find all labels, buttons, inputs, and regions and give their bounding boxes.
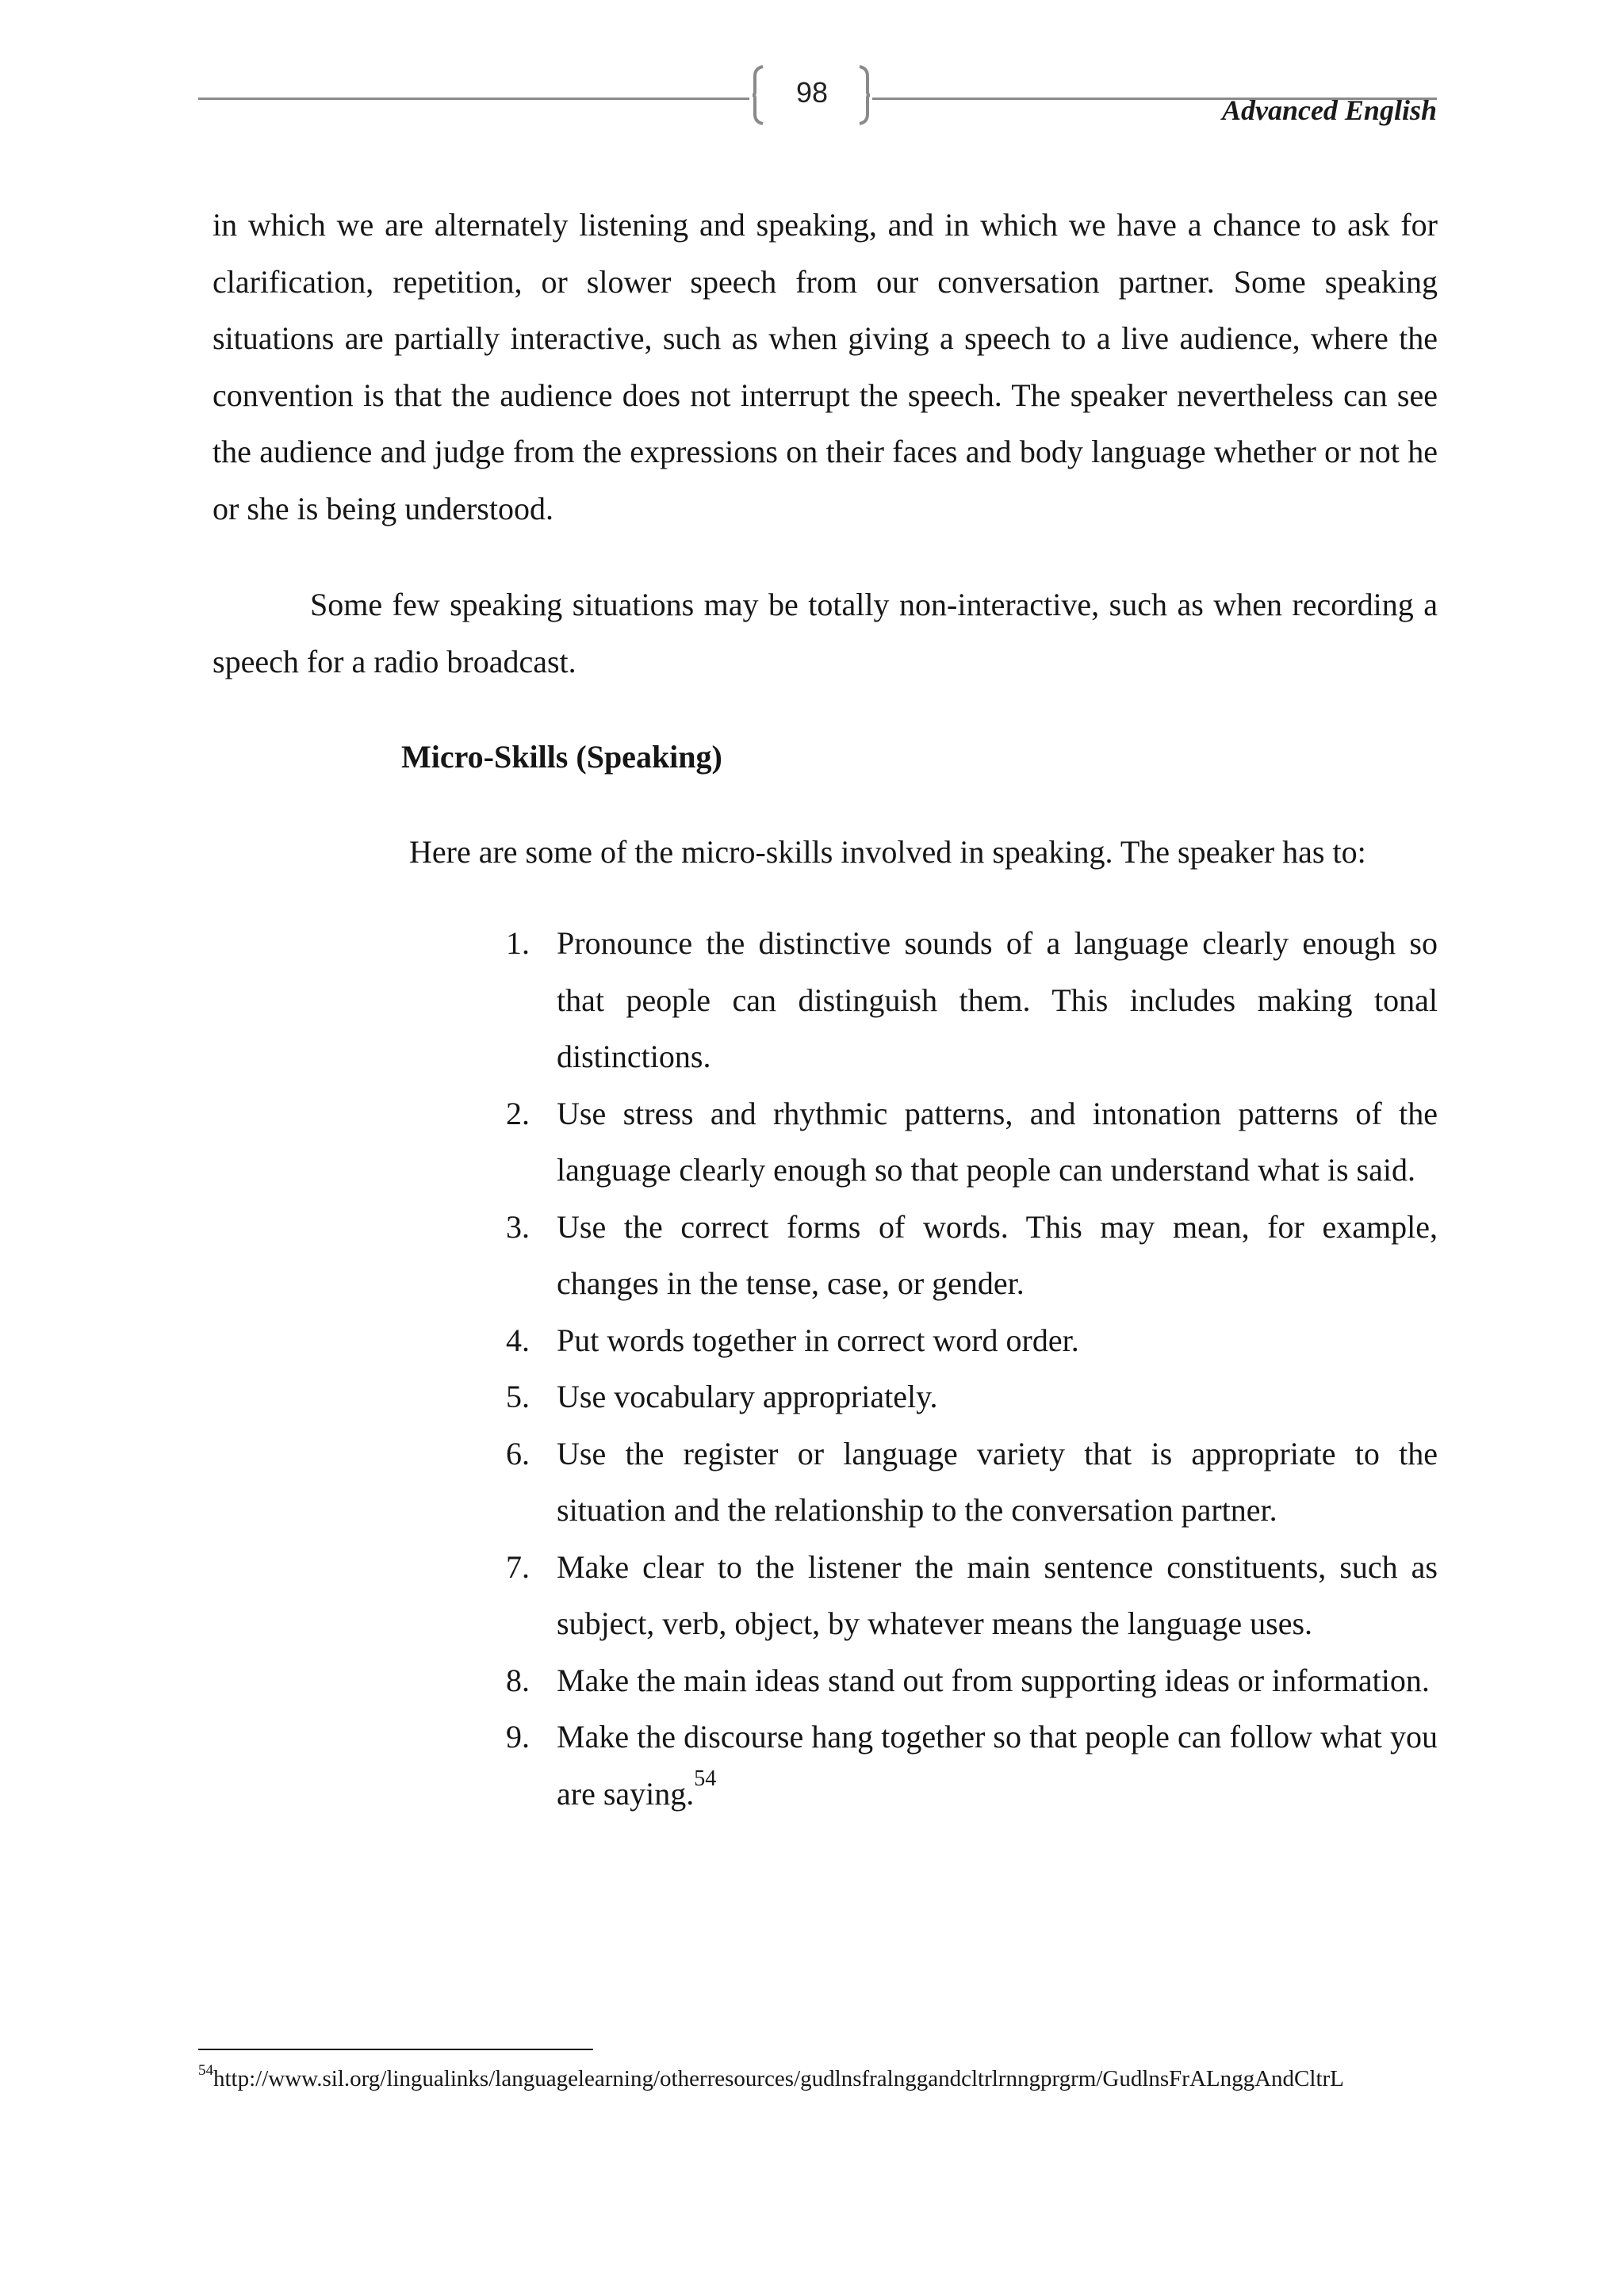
running-title: Advanced English	[1221, 94, 1437, 126]
list-item	[506, 1652, 1438, 1709]
list-item-number: 4.	[506, 1322, 530, 1358]
list-item-number: 9.	[506, 1719, 530, 1755]
footnote-reference: 54	[694, 1766, 717, 1791]
list-item-text: Make the main ideas stand out from supporting ideas or information.	[557, 1662, 1430, 1698]
list-item-number: 2.	[506, 1095, 530, 1131]
list-item-number: 7.	[506, 1548, 530, 1585]
footnote-separator	[198, 2049, 593, 2050]
footnote-marker: 54	[198, 2062, 213, 2079]
list-item-number: 8.	[506, 1662, 530, 1698]
list-intro: Here are some of the micro-skills involved in speaking. The speaker has to:	[409, 834, 1366, 870]
header-rule-left	[198, 98, 749, 100]
list-item-text: Use the correct forms of words. This may mean, for example, changes in the tense, case, or gender.	[557, 1208, 1438, 1301]
list-item-number: 5.	[506, 1379, 530, 1414]
body-paragraph-1: in which we are alternately listening and speaking, and in which we have a chance to ask for clarification, repetition, or slower speech from our conversation partner. Some speaking situations are partially interactive, such as when giving a speech to a live audience, where the convention is that the audience does not interrupt the speech. The speaker nevertheless can see the audience and judge from the expressions on their faces and body language whether or not he or she is being understood.	[213, 207, 1438, 526]
list-item-number: 6.	[506, 1435, 530, 1471]
page-number: 98	[795, 76, 829, 109]
footnote	[198, 2063, 1344, 2095]
list-item	[506, 1368, 1438, 1425]
micro-skills-list	[0, 915, 1624, 1822]
body-paragraph-2: Some few speaking situations may be totally non-interactive, such as when recording a speech for a radio broadcast.	[213, 587, 1438, 679]
list-item-text: Pronounce the distinctive sounds of a language clearly enough so that people can distinguish them. This includes making tonal distinctions.	[557, 925, 1438, 1074]
list-item-text: Use stress and rhythmic patterns, and intonation patterns of the language clearly enough so that people can understand what is said.	[557, 1095, 1438, 1188]
list-item-number: 3.	[506, 1208, 530, 1245]
list-item-text: Make the discourse hang together so that people can follow what you are saying.	[557, 1719, 1438, 1812]
list-item-text: Make clear to the listener the main sentence constituents, such as subject, verb, object, by whatever means the language uses.	[557, 1548, 1438, 1641]
list-item-text: Use vocabulary appropriately.	[557, 1379, 938, 1414]
list-item-text: Use the register or language variety that is appropriate to the situation and the relationship to the conversation partner.	[557, 1435, 1438, 1528]
list-item	[506, 1425, 1438, 1539]
list-item	[506, 1199, 1438, 1312]
section-heading: Micro-Skills (Speaking)	[401, 739, 722, 775]
list-item	[506, 1539, 1438, 1652]
list-item-text: Put words together in correct word order.	[557, 1322, 1079, 1358]
right-brace-ornament	[858, 65, 871, 125]
list-item	[506, 1312, 1438, 1369]
list-item	[506, 1085, 1438, 1199]
list-item	[506, 915, 1438, 1085]
left-brace-ornament	[752, 65, 764, 125]
footnote-url[interactable]: http://www.sil.org/lingualinks/languagelearning/otherresources/gudlnsfralnggandcltrlrnngprgrm/GudlnsFrALnggAndCltrL	[213, 2066, 1344, 2091]
list-item	[506, 1709, 1438, 1822]
list-item-number: 1.	[506, 925, 530, 961]
